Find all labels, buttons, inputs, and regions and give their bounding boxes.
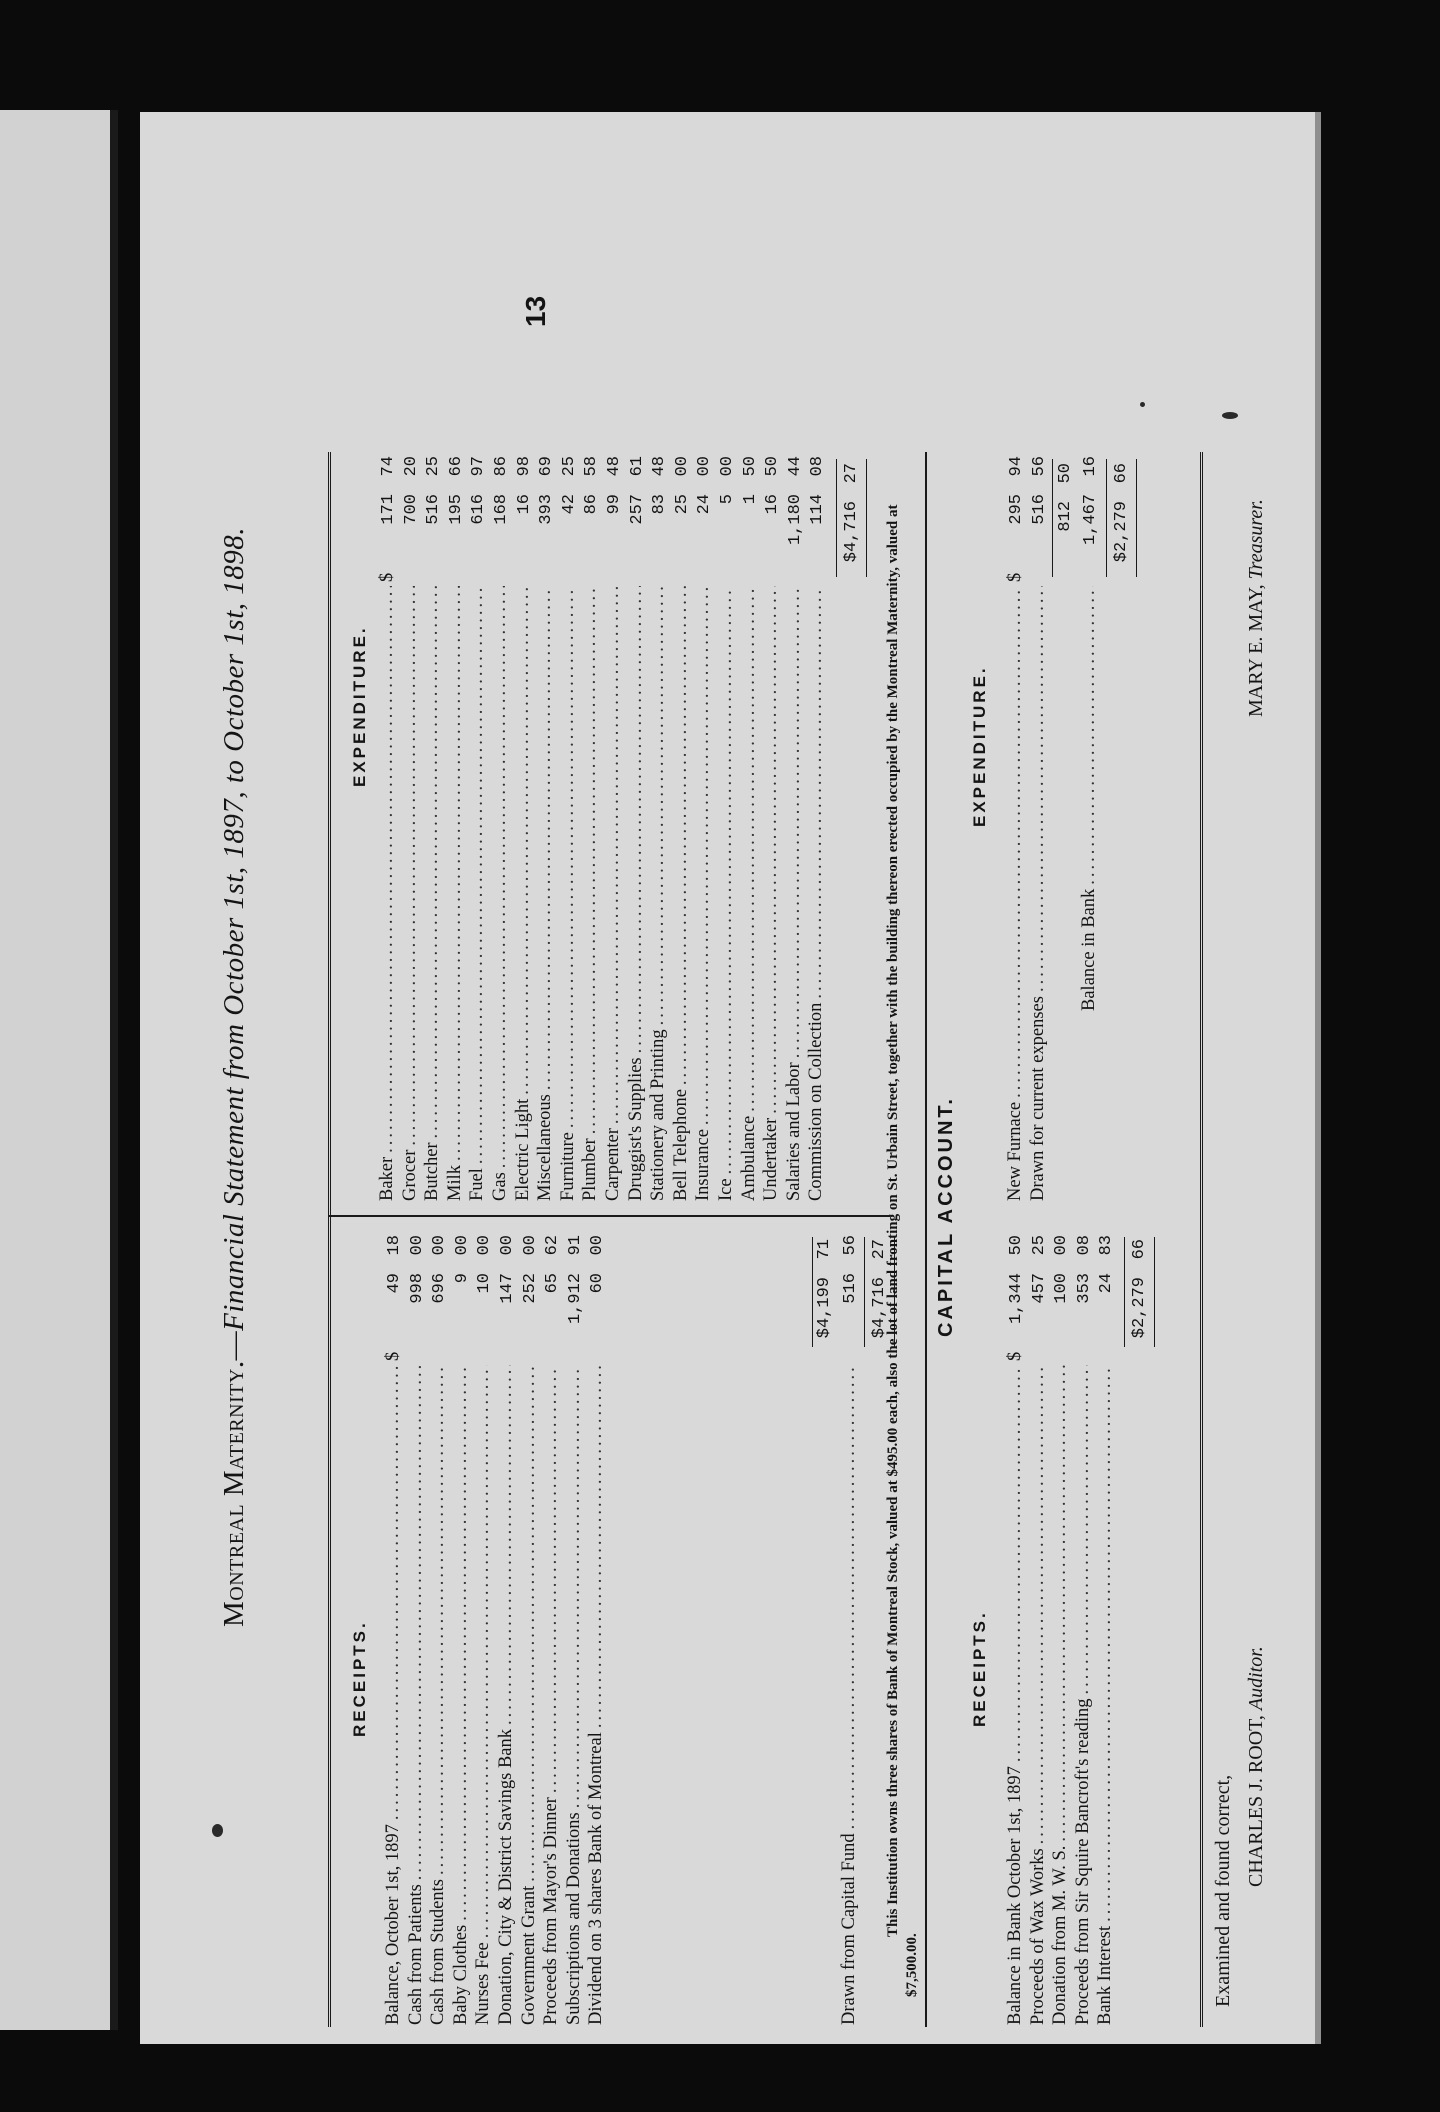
ledger-item-amount — [1006, 1235, 1029, 1335]
amount-dollars: 100 — [1052, 1273, 1072, 1304]
ledger-item-label: Ice — [715, 1178, 736, 1201]
ledger-item-amount — [468, 456, 491, 556]
amount-cents: 74 — [379, 456, 398, 477]
amount-cents: 62 — [543, 1235, 563, 1256]
drawn-capital-label: Drawn from Capital Fund — [839, 1833, 859, 2025]
ledger-item-amount — [536, 456, 559, 556]
ledger-row — [670, 456, 693, 1201]
ledger-row — [382, 1235, 405, 2025]
amount-dollars: 353 — [1074, 1273, 1094, 1304]
leader-dots — [579, 586, 602, 1134]
ledger-row — [1049, 1235, 1072, 2025]
receipts-subtotal-rule — [812, 1237, 813, 1347]
amount-cents: 61 — [627, 456, 647, 477]
document-page — [140, 112, 1321, 2044]
expenditure-total-cents: 27 — [842, 463, 861, 484]
capital-account-heading: CAPITAL ACCOUNT. — [935, 1096, 957, 1337]
ledger-row — [625, 456, 648, 1201]
ledger-item-amount — [452, 1235, 475, 1335]
leader-dots — [692, 586, 715, 1125]
ledger-item-amount — [1029, 1235, 1052, 1335]
ledger-item-amount — [1074, 1235, 1097, 1335]
expenditure-total-rule — [836, 459, 837, 577]
ledger-item-amount — [649, 456, 672, 556]
leader-dots — [495, 1365, 518, 1725]
amount-dollars: 86 — [582, 494, 602, 515]
amount-dollars: 65 — [543, 1273, 563, 1294]
ledger-item-label: Subscriptions and Donations — [563, 1812, 584, 2025]
ledger-row — [1027, 1235, 1050, 2025]
auditor-signature — [1245, 1646, 1268, 1887]
ledger-item-amount — [491, 456, 514, 556]
amount-dollars: 147 — [497, 1273, 517, 1304]
ledger-item-amount — [587, 1235, 610, 1335]
ledger-item-label: Donation from M. W. S. — [1050, 1845, 1071, 2025]
ledger-row — [472, 1235, 495, 2025]
drawn-capital-dollars: 516 — [841, 1273, 860, 1304]
leader-dots — [444, 586, 467, 1161]
ledger-item-amount — [1006, 456, 1029, 556]
examined-text: Examined and found correct, — [1212, 1774, 1234, 2007]
leader-dots — [512, 586, 535, 1095]
amount-cents: 66 — [446, 456, 466, 477]
amount-dollars: 60 — [588, 1273, 608, 1294]
ledger-row — [557, 456, 580, 1201]
expenditure-total-underline — [866, 459, 867, 577]
amount-cents: 50 — [1007, 1235, 1026, 1256]
expenditure-total-dollars: $4,716 — [842, 501, 861, 563]
amount-cents: 08 — [808, 456, 828, 477]
ledger-row — [1004, 1235, 1027, 2025]
ledger-item-label: Donation, City & District Savings Bank — [495, 1729, 516, 2025]
amount-cents: 48 — [604, 456, 624, 477]
section-rule — [925, 452, 927, 2027]
expenditure-total — [842, 463, 861, 575]
leader-dots — [1078, 586, 1101, 885]
capital-receipts-underline — [1154, 1237, 1155, 1347]
amount-cents: 00 — [695, 456, 715, 477]
ledger-item-label: Insurance — [693, 1129, 714, 1201]
leader-dots — [838, 1365, 861, 1829]
amount-dollars: 998 — [407, 1273, 427, 1304]
leader-dots — [647, 586, 670, 1025]
balance-in-bank-dollars: 1,467 — [1081, 494, 1100, 546]
ledger-item-label: Cash from Patients — [405, 1884, 426, 2025]
leader-dots — [1004, 586, 1027, 1098]
ledger-item-amount — [446, 456, 469, 556]
ledger-item-amount — [672, 456, 695, 556]
amount-cents: 00 — [717, 456, 737, 477]
ledger-item-amount — [565, 1235, 588, 1335]
ledger-row — [579, 456, 602, 1201]
ledger-row — [399, 456, 422, 1201]
ledger-row — [805, 456, 828, 1201]
amount-dollars: 9 — [452, 1273, 472, 1284]
ledger-row — [518, 1235, 541, 2025]
ledger-item-amount — [581, 456, 604, 556]
ledger-item-label: Baby Clothes — [450, 1924, 471, 2025]
ledger-item-label: Proceeds from Sir Squire Bancroft's reading — [1072, 1698, 1093, 2025]
amount-dollars: 195 — [446, 494, 466, 525]
amount-cents: 94 — [1007, 456, 1026, 477]
amount-dollars: 168 — [491, 494, 511, 525]
amount-dollars: 295 — [1007, 494, 1026, 525]
ledger-item-label: Stationery and Printing — [648, 1029, 669, 1201]
capital-receipts-rows — [1004, 1235, 1117, 2025]
capital-receipts-total — [1130, 1239, 1149, 1351]
ledger-item-label: Undertaker — [761, 1117, 782, 1201]
ledger-row — [421, 456, 444, 1201]
amount-cents: 83 — [1097, 1235, 1117, 1256]
amount-cents: 97 — [469, 456, 489, 477]
ledger-item-label: Commission on Collection — [806, 1002, 827, 1201]
amount-dollars: 49 — [385, 1273, 404, 1294]
ledger-item-amount — [497, 1235, 520, 1335]
ledger-row — [466, 456, 489, 1201]
ledger-item-label: Fuel — [467, 1168, 488, 1201]
amount-cents: 48 — [650, 456, 670, 477]
ledger-row — [585, 1235, 608, 2025]
amount-dollars: 616 — [469, 494, 489, 525]
receipts-subtotal — [815, 1239, 834, 1351]
amount-dollars: 42 — [559, 494, 579, 515]
ledger-item-amount — [694, 456, 717, 556]
amount-cents: 50 — [740, 456, 760, 477]
leader-dots — [534, 586, 557, 1090]
ledger-item-label: Nurses Fee — [473, 1942, 494, 2025]
ledger-item-label: Bell Telephone — [670, 1089, 691, 1201]
capital-expenditure-subtotal-dollars: 812 — [1056, 501, 1075, 532]
capital-receipts-total-rule — [1124, 1237, 1125, 1347]
ledger-item-amount — [740, 456, 763, 556]
receipts-total-rule — [864, 1237, 865, 1347]
amount-cents: 25 — [559, 456, 579, 477]
ledger-item-label: Balance, October 1st, 1897 — [383, 1824, 403, 2025]
leader-dots — [466, 586, 489, 1164]
ledger-item-label: Proceeds from Mayor's Dinner — [541, 1797, 562, 2025]
amount-cents: 00 — [588, 1235, 608, 1256]
ledger-row — [1072, 1235, 1095, 2025]
ledger-row — [647, 456, 670, 1201]
amount-dollars: 5 — [717, 494, 737, 505]
ledger-item-label: Milk — [444, 1165, 465, 1201]
ledger-row — [495, 1235, 518, 2025]
leader-dots — [670, 586, 693, 1085]
amount-dollars: 24 — [695, 494, 715, 515]
amount-cents: 69 — [537, 456, 557, 477]
ledger-item-amount — [785, 456, 808, 556]
book-gutter — [110, 110, 118, 2030]
leader-dots — [1027, 586, 1050, 992]
leader-dots — [399, 586, 422, 1146]
ledger-row — [450, 1235, 473, 2025]
leader-dots — [585, 1365, 608, 1728]
capital-receipts-total-cents: 66 — [1130, 1239, 1149, 1260]
ledger-item-amount — [401, 456, 424, 556]
amount-dollars: 16 — [763, 494, 783, 515]
amount-cents: 00 — [430, 1235, 450, 1256]
ledger-row — [783, 456, 806, 1201]
ledger-row — [563, 1235, 586, 2025]
ledger-item-label: Carpenter — [602, 1128, 623, 1201]
ledger-item-label: Druggist's Supplies — [625, 1057, 646, 1201]
ledger-item-amount — [378, 456, 401, 556]
amount-cents: 98 — [514, 456, 534, 477]
ledger-item-label: Electric Light — [512, 1098, 533, 1201]
leader-dots — [1049, 1365, 1072, 1842]
ledger-row — [1094, 1235, 1117, 2025]
amount-cents: 44 — [785, 456, 805, 477]
ledger-item-label: Government Grant — [518, 1885, 539, 2025]
bottom-double-rule — [1200, 452, 1203, 2027]
amount-cents: 56 — [1029, 456, 1049, 477]
auditor-name: CHARLES J. ROOT, — [1245, 1715, 1267, 1887]
amount-dollars: 516 — [424, 494, 444, 525]
amount-cents: 00 — [672, 456, 692, 477]
ledger-row — [1027, 456, 1050, 1201]
ledger-item-amount — [604, 456, 627, 556]
capital-expenditure-total-rule — [1106, 459, 1107, 577]
dollar-sign: $ — [383, 1351, 403, 1361]
ledger-item-label: Gas — [489, 1172, 510, 1201]
amount-cents: 00 — [475, 1235, 495, 1256]
ledger-item-label: Ambulance — [738, 1115, 759, 1201]
ledger-item-label: Plumber — [580, 1138, 601, 1201]
ledger-item-label: Proceeds of Wax Works — [1027, 1848, 1048, 2025]
capital-expenditure-subtotal — [1056, 463, 1075, 575]
ledger-row — [760, 456, 783, 1201]
ledger-row — [715, 456, 738, 1201]
rotated-statement — [200, 127, 1340, 2027]
amount-dollars: 24 — [1097, 1273, 1117, 1294]
amount-dollars: 257 — [627, 494, 647, 525]
receipts-subtotal-cents: 71 — [815, 1239, 834, 1260]
leader-dots — [1004, 1365, 1027, 1762]
ledger-row — [405, 1235, 428, 2025]
ledger-item-label: New Furnace — [1005, 1101, 1025, 1201]
ledger-row — [376, 456, 399, 1201]
amount-cents: 00 — [520, 1235, 540, 1256]
amount-cents: 00 — [1052, 1235, 1072, 1256]
amount-dollars: 25 — [672, 494, 692, 515]
amount-dollars: 457 — [1029, 1273, 1049, 1304]
amount-dollars: 16 — [514, 494, 534, 515]
page-number: 13 — [520, 295, 551, 327]
balance-in-bank-cents: 16 — [1081, 456, 1100, 477]
general-receipts-list — [382, 1235, 608, 2025]
leader-dots — [602, 586, 625, 1124]
leader-dots — [1027, 1365, 1050, 1844]
leader-dots — [421, 586, 444, 1138]
ledger-item-label: Drawn for current expenses — [1027, 996, 1048, 1201]
amount-cents: 08 — [1074, 1235, 1094, 1256]
amount-dollars: 114 — [808, 494, 828, 525]
amount-cents: 00 — [452, 1235, 472, 1256]
ledger-item-label: Salaries and Labor — [783, 1062, 804, 1201]
facing-page-edge — [0, 110, 118, 2030]
amount-cents: 58 — [582, 456, 602, 477]
ledger-item-amount — [1029, 456, 1052, 556]
ledger-row — [489, 456, 512, 1201]
ledger-item-label: Miscellaneous — [535, 1094, 556, 1201]
ledger-row — [602, 456, 625, 1201]
leader-dots — [783, 586, 806, 1058]
leader-dots — [625, 586, 648, 1053]
receipts-total-cents: 27 — [870, 1239, 889, 1260]
ledger-item-amount — [1096, 1235, 1119, 1335]
leader-dots — [382, 1365, 405, 1820]
amount-cents: 00 — [407, 1235, 427, 1256]
ledger-item-amount — [762, 456, 785, 556]
amount-dollars: 700 — [401, 494, 421, 525]
capital-expenditure-underline — [1136, 459, 1137, 577]
general-expenditure-list — [376, 456, 828, 1201]
amount-dollars: 516 — [1029, 494, 1049, 525]
ledger-row — [540, 1235, 563, 2025]
leader-dots — [1072, 1365, 1095, 1695]
general-expenditure-rows — [376, 456, 828, 1201]
capital-expenditure-subtotal-rule — [1052, 459, 1053, 577]
balance-in-bank-row — [1078, 456, 1101, 1011]
amount-dollars: 393 — [537, 494, 557, 525]
amount-cents: 50 — [763, 456, 783, 477]
ledger-row — [534, 456, 557, 1201]
leader-dots — [1094, 1365, 1117, 1922]
ledger-item-amount — [559, 456, 582, 556]
leader-dots — [563, 1365, 586, 1808]
ledger-item-amount — [423, 456, 446, 556]
ledger-item-amount — [717, 456, 740, 556]
ledger-item-amount — [384, 1235, 407, 1335]
capital-expenditure-heading: EXPENDITURE. — [970, 665, 989, 827]
amount-dollars: 171 — [379, 494, 398, 525]
capital-expenditure-subtotal-cents: 50 — [1056, 463, 1075, 484]
amount-cents: 20 — [401, 456, 421, 477]
ledger-item-amount — [520, 1235, 543, 1335]
capital-expenditure-rows — [1004, 456, 1049, 1201]
ledger-item-amount — [407, 1235, 430, 1335]
ledger-row — [738, 456, 761, 1201]
drawn-capital-row — [838, 1235, 861, 2025]
ledger-item-label: Balance in Bank October 1st, 1897 — [1005, 1766, 1025, 2025]
leader-dots — [376, 586, 399, 1153]
property-note: This Institution owns three shares of Bank of Montreal Stock, valued at $495.00 each, also the lot of land fronting on St. Urbain Street, together with the building thereon erected occupied by the Montreal Maternity, valued at $7,500.00. — [885, 504, 920, 1997]
ledger-item-amount — [514, 456, 537, 556]
leader-dots — [557, 586, 580, 1128]
capital-expenditure-total-cents: 66 — [1112, 463, 1131, 484]
balance-in-bank-label: Balance in Bank — [1079, 888, 1099, 1011]
capital-receipts-total-dollars: $2,279 — [1130, 1277, 1149, 1339]
leader-dots — [738, 586, 761, 1112]
amount-dollars: 1,344 — [1007, 1273, 1026, 1325]
ledger-item-amount — [1051, 1235, 1074, 1335]
leader-dots — [518, 1365, 541, 1882]
ledger-row — [692, 456, 715, 1201]
column-divider — [328, 1215, 890, 1217]
capital-receipts-heading: RECEIPTS. — [970, 1610, 989, 1727]
capital-expenditure-total-dollars: $2,279 — [1112, 501, 1131, 563]
receipts-heading: RECEIPTS. — [350, 1620, 369, 1737]
ledger-item-amount — [542, 1235, 565, 1335]
ledger-item-label: Furniture — [557, 1132, 578, 1201]
statement-title: Montreal Maternity.—Financial Statement from October 1st, 1897, to October 1st, 1898. — [218, 526, 250, 1628]
leader-dots — [805, 586, 828, 999]
amount-cents: 00 — [497, 1235, 517, 1256]
amount-cents: 91 — [565, 1235, 585, 1256]
ledger-item-amount — [627, 456, 650, 556]
ledger-item-label: Baker — [377, 1156, 397, 1201]
amount-dollars: 1,912 — [565, 1273, 585, 1325]
amount-dollars: 252 — [520, 1273, 540, 1304]
ledger-item-label: Dividend on 3 shares Bank of Montreal — [586, 1732, 607, 2025]
drawn-capital-cents: 56 — [841, 1235, 860, 1256]
treasurer-name: MARY E. MAY, — [1245, 584, 1267, 717]
amount-cents: 86 — [491, 456, 511, 477]
ledger-item-amount — [474, 1235, 497, 1335]
ledger-item-label: Butcher — [422, 1142, 443, 1201]
leader-dots — [489, 586, 512, 1168]
treasurer-signature — [1245, 499, 1268, 717]
amount-dollars: 1 — [740, 494, 760, 505]
amount-dollars: 10 — [475, 1273, 495, 1294]
amount-dollars: 99 — [604, 494, 624, 515]
ledger-item-label: Bank Interest — [1095, 1925, 1116, 2025]
ledger-item-amount — [807, 456, 830, 556]
ledger-item-label: Grocer — [399, 1149, 420, 1201]
amount-dollars: 1,180 — [785, 494, 805, 546]
ledger-item-label: Cash from Students — [428, 1879, 449, 2025]
leader-dots — [405, 1365, 428, 1880]
dollar-sign: $ — [1005, 572, 1025, 582]
amount-dollars: 696 — [430, 1273, 450, 1304]
ledger-row — [444, 456, 467, 1201]
auditor-role: Auditor. — [1245, 1646, 1267, 1711]
ledger-row — [427, 1235, 450, 2025]
amount-cents: 18 — [385, 1235, 404, 1256]
leader-dots — [427, 1365, 450, 1875]
receipts-subtotal-dollars: $4,199 — [815, 1277, 834, 1339]
amount-cents: 25 — [424, 456, 444, 477]
leader-dots — [760, 586, 783, 1114]
leader-dots — [715, 586, 738, 1174]
amount-cents: 25 — [1029, 1235, 1049, 1256]
leader-dots — [540, 1365, 563, 1793]
ledger-row — [512, 456, 535, 1201]
ledger-row — [1004, 456, 1027, 1201]
receipts-total-dollars: $4,716 — [870, 1277, 889, 1339]
treasurer-role: Treasurer. — [1245, 499, 1267, 580]
leader-dots — [450, 1365, 473, 1921]
capital-expenditure-total — [1112, 463, 1131, 575]
capital-receipts-list — [1004, 1235, 1117, 2025]
general-receipts-rows — [382, 1235, 608, 2025]
expenditure-heading: EXPENDITURE. — [350, 625, 369, 787]
top-double-rule — [328, 452, 331, 2027]
amount-dollars: 83 — [650, 494, 670, 515]
dollar-sign: $ — [1005, 1351, 1025, 1361]
ledger-item-amount — [429, 1235, 452, 1335]
capital-expenditure-list — [1004, 456, 1049, 1201]
leader-dots — [472, 1365, 495, 1938]
dollar-sign: $ — [377, 572, 397, 582]
